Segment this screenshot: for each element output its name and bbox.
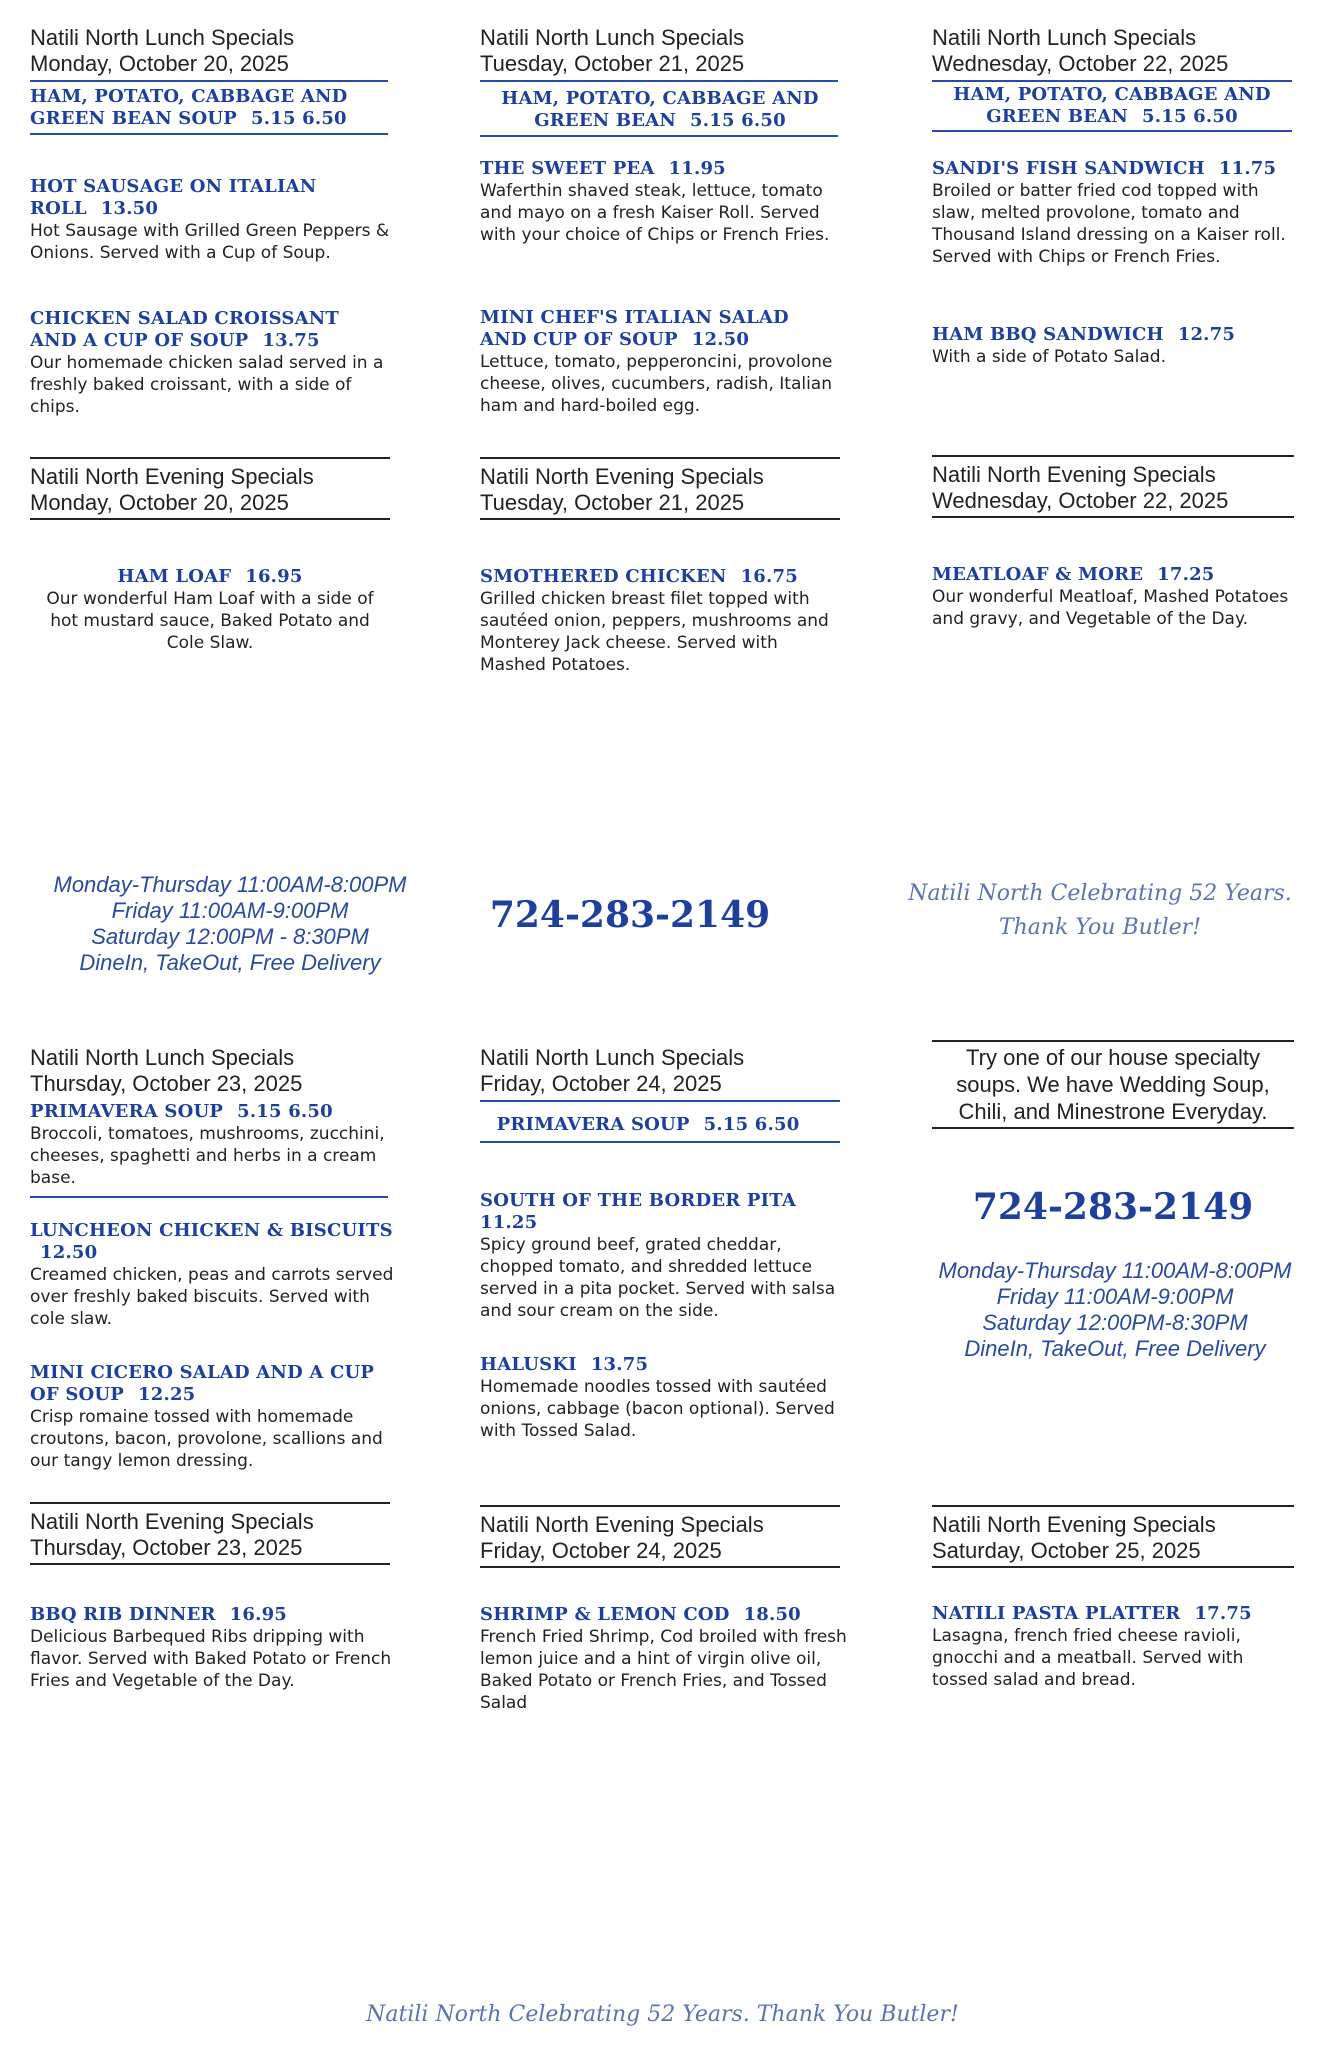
item-description: French Fried Shrimp, Cod broiled with fresh lemon juice and a hint of virgin olive oil, Baked Potato or French Fries, and Tossed Salad xyxy=(480,1627,847,1713)
divider xyxy=(480,457,840,459)
item-description: Waferthin shaved steak, lettuce, tomato and mayo on a fresh Kaiser Roll. Served with your choice of Chips or French Fries. xyxy=(480,181,830,245)
soup-price: 5.15 6.50 xyxy=(703,1114,800,1135)
evening-item xyxy=(30,1604,400,1692)
divider xyxy=(30,80,388,82)
soup-name-2: GREEN BEAN SOUP xyxy=(30,108,238,129)
menu-item xyxy=(480,158,840,246)
item-price: 11.95 xyxy=(668,158,726,179)
item-price: 17.25 xyxy=(1157,564,1215,585)
soup-item-fri xyxy=(480,1114,816,1136)
celebration-line: Thank You Butler! xyxy=(998,915,1202,940)
divider xyxy=(932,130,1292,132)
menu-item xyxy=(30,176,390,264)
evening-title-sat: Natili North Evening Specials xyxy=(932,1512,1216,1537)
divider xyxy=(932,516,1294,518)
item-name: MEATLOAF & MORE xyxy=(932,564,1144,585)
soup-price: 5.15 6.50 xyxy=(237,1101,333,1122)
divider xyxy=(30,518,390,520)
item-price: 12.50 xyxy=(691,329,750,350)
divider xyxy=(30,1502,390,1504)
item-name: SOUTH OF THE BORDER PITA xyxy=(480,1190,797,1211)
hours-line: Saturday 12:00PM - 8:30PM xyxy=(91,924,369,949)
hours-block xyxy=(20,872,440,976)
item-description: Hot Sausage with Grilled Green Peppers & Onions. Served with a Cup of Soup. xyxy=(30,221,390,263)
soup-item-mon xyxy=(30,86,390,130)
menu-item xyxy=(480,307,840,417)
item-description: Homemade noodles tossed with sautéed onions, cabbage (bacon optional). Served with Tossed Salad. xyxy=(480,1377,835,1441)
item-name-2: AND CUP OF SOUP xyxy=(480,329,678,350)
lunch-title-mon: Natili North Lunch Specials xyxy=(30,25,295,50)
evening-title-thu: Natili North Evening Specials xyxy=(30,1509,314,1534)
item-name-2: ROLL xyxy=(30,198,87,219)
item-name: THE SWEET PEA xyxy=(480,158,655,179)
hours-line: Monday-Thursday 11:00AM-8:00PM xyxy=(938,1258,1292,1283)
soup-price: 5.15 6.50 xyxy=(1142,106,1238,127)
divider xyxy=(30,1196,388,1198)
item-price: 11.25 xyxy=(480,1212,538,1233)
divider xyxy=(480,1141,840,1143)
lunch-title-tue: Natili North Lunch Specials xyxy=(480,25,745,50)
footer-celebration: Natili North Celebrating 52 Years. Thank You Butler! xyxy=(366,2002,959,2027)
soup-item-tue xyxy=(480,88,840,132)
evening-title-mon: Natili North Evening Specials xyxy=(30,464,314,489)
item-name: SANDI'S FISH SANDWICH xyxy=(932,158,1205,179)
item-name: MINI CICERO SALAD AND A CUP xyxy=(30,1362,375,1383)
divider xyxy=(480,135,838,137)
item-name: LUNCHEON CHICKEN & BISCUITS xyxy=(30,1220,393,1241)
lunch-title-thu: Natili North Lunch Specials xyxy=(30,1045,295,1070)
divider xyxy=(932,1505,1294,1507)
hours-line: Friday 11:00AM-9:00PM xyxy=(996,1284,1234,1309)
divider xyxy=(932,80,1292,82)
celebration-line: Natili North Celebrating 52 Years. xyxy=(908,881,1292,906)
item-name: MINI CHEF'S ITALIAN SALAD xyxy=(480,307,789,328)
evening-title-tue: Natili North Evening Specials xyxy=(480,464,764,489)
item-price: 11.75 xyxy=(1218,158,1277,179)
lunch-title-wed: Natili North Lunch Specials xyxy=(932,25,1197,50)
item-price: 13.50 xyxy=(100,198,159,219)
item-description: Our homemade chicken salad served in a freshly baked croissant, with a side of chips. xyxy=(30,353,384,417)
item-name: HAM BBQ SANDWICH xyxy=(932,324,1164,345)
hours-line: DineIn, TakeOut, Free Delivery xyxy=(79,950,381,975)
soup-name: PRIMAVERA SOUP xyxy=(30,1101,224,1122)
hours-line: Saturday 12:00PM-8:30PM xyxy=(982,1310,1248,1335)
menu-item xyxy=(932,324,1302,368)
item-name-2: AND A CUP OF SOUP xyxy=(30,330,249,351)
soup-name-2: GREEN BEAN xyxy=(534,110,677,131)
divider xyxy=(30,457,390,459)
item-name: HOT SAUSAGE ON ITALIAN xyxy=(30,176,317,197)
hours-block xyxy=(910,1258,1320,1362)
lunch-date-wed: Wednesday, October 22, 2025 xyxy=(932,51,1229,76)
item-price: 12.50 xyxy=(40,1242,98,1263)
soup-price: 5.15 6.50 xyxy=(251,108,347,129)
menu-item xyxy=(30,308,390,418)
soup-name: PRIMAVERA SOUP xyxy=(496,1114,690,1135)
menu-item xyxy=(480,1354,850,1442)
divider xyxy=(932,455,1294,457)
item-price: 16.95 xyxy=(229,1604,288,1625)
soup-name-2: GREEN BEAN xyxy=(986,106,1129,127)
soup-promo: Try one of our house specialty soups. We have Wedding Soup, Chili, and Minestrone Everyday. xyxy=(956,1045,1270,1124)
item-name: SHRIMP & LEMON COD xyxy=(480,1604,730,1625)
hours-line: Friday 11:00AM-9:00PM xyxy=(111,898,349,923)
divider xyxy=(30,1563,390,1565)
soup-item-thu xyxy=(30,1101,400,1189)
item-price: 12.75 xyxy=(1177,324,1236,345)
item-description: Delicious Barbequed Ribs dripping with flavor. Served with Baked Potato or French Fries and Vegetable of the Day. xyxy=(30,1627,392,1691)
item-price: 17.75 xyxy=(1194,1603,1252,1624)
soup-name: HAM, POTATO, CABBAGE AND xyxy=(953,84,1271,105)
evening-item xyxy=(30,566,390,654)
item-description: Our wonderful Meatloaf, Mashed Potatoes and gravy, and Vegetable of the Day. xyxy=(932,587,1289,629)
lunch-date-fri: Friday, October 24, 2025 xyxy=(480,1071,722,1096)
item-description: Broiled or batter fried cod topped with slaw, melted provolone, tomato and Thousand Island dressing on a Kaiser roll. Served with Chips or French Fries. xyxy=(932,181,1286,267)
phone-number[interactable]: 724-283-2149 xyxy=(489,894,771,936)
evening-item xyxy=(932,564,1302,630)
divider xyxy=(932,1040,1294,1042)
evening-title-fri: Natili North Evening Specials xyxy=(480,1512,764,1537)
divider xyxy=(932,1127,1294,1129)
hours-line: Monday-Thursday 11:00AM-8:00PM xyxy=(53,872,407,897)
item-price: 16.95 xyxy=(245,566,303,587)
menu-item xyxy=(480,1190,850,1322)
evening-date-sat: Saturday, October 25, 2025 xyxy=(932,1538,1201,1563)
celebration-note xyxy=(880,877,1320,945)
lunch-title-fri: Natili North Lunch Specials xyxy=(480,1045,745,1070)
evening-date-thu: Thursday, October 23, 2025 xyxy=(30,1535,303,1560)
soup-item-wed xyxy=(932,84,1292,128)
soup-description: Broccoli, tomatoes, mushrooms, zucchini, cheeses, spaghetti and herbs in a cream base. xyxy=(30,1124,385,1188)
item-description: Crisp romaine tossed with homemade croutons, bacon, provolone, scallions and our tangy lemon dressing. xyxy=(30,1407,383,1471)
evening-item xyxy=(932,1603,1302,1691)
hours-line: DineIn, TakeOut, Free Delivery xyxy=(964,1336,1266,1361)
evening-date-fri: Friday, October 24, 2025 xyxy=(480,1538,722,1563)
soup-price: 5.15 6.50 xyxy=(690,110,786,131)
item-name: CHICKEN SALAD CROISSANT xyxy=(30,308,340,329)
evening-date-wed: Wednesday, October 22, 2025 xyxy=(932,488,1229,513)
divider xyxy=(480,1505,840,1507)
item-name: NATILI PASTA PLATTER xyxy=(932,1603,1181,1624)
item-description: Our wonderful Ham Loaf with a side of hot mustard sauce, Baked Potato and Cole Slaw. xyxy=(46,589,374,653)
item-name: HALUSKI xyxy=(480,1354,577,1375)
evening-date-tue: Tuesday, October 21, 2025 xyxy=(480,490,745,515)
item-description: Creamed chicken, peas and carrots served over freshly baked biscuits. Served with cole slaw. xyxy=(30,1265,394,1329)
divider xyxy=(480,80,838,82)
menu-item xyxy=(30,1362,400,1472)
item-description: Grilled chicken breast filet topped with sautéed onion, peppers, mushrooms and Monterey Jack cheese. Served with Mashed Potatoes. xyxy=(480,589,829,675)
evening-title-wed: Natili North Evening Specials xyxy=(932,462,1216,487)
item-description: Spicy ground beef, grated cheddar, chopped tomato, and shredded lettuce served in a pita pocket. Served with salsa and sour cream on the side. xyxy=(480,1235,836,1321)
item-name: SMOTHERED CHICKEN xyxy=(480,566,727,587)
phone-number[interactable]: 724-283-2149 xyxy=(972,1186,1254,1228)
evening-item xyxy=(480,1604,850,1714)
divider xyxy=(480,1100,840,1102)
divider xyxy=(480,518,840,520)
item-price: 12.25 xyxy=(138,1384,196,1405)
item-price: 13.75 xyxy=(590,1354,649,1375)
item-name-2: OF SOUP xyxy=(30,1384,125,1405)
item-description: Lasagna, french fried cheese ravioli, gnocchi and a meatball. Served with tossed salad and bread. xyxy=(932,1626,1244,1690)
item-price: 16.75 xyxy=(740,566,798,587)
menu-item xyxy=(30,1220,400,1330)
divider xyxy=(932,1566,1294,1568)
divider xyxy=(30,133,388,135)
lunch-date-thu: Thursday, October 23, 2025 xyxy=(30,1071,303,1096)
soup-name: HAM, POTATO, CABBAGE AND xyxy=(501,88,819,109)
lunch-date-mon: Monday, October 20, 2025 xyxy=(30,51,289,76)
item-description: Lettuce, tomato, pepperoncini, provolone cheese, olives, cucumbers, radish, Italian ham and hard-boiled egg. xyxy=(480,352,833,416)
soup-name: HAM, POTATO, CABBAGE AND xyxy=(30,86,348,107)
item-price: 18.50 xyxy=(743,1604,801,1625)
lunch-date-tue: Tuesday, October 21, 2025 xyxy=(480,51,745,76)
item-description: With a side of Potato Salad. xyxy=(932,347,1166,367)
item-name: HAM LOAF xyxy=(117,566,232,587)
item-price: 13.75 xyxy=(262,330,320,351)
item-name: BBQ RIB DINNER xyxy=(30,1604,216,1625)
divider xyxy=(480,1566,840,1568)
evening-date-mon: Monday, October 20, 2025 xyxy=(30,490,289,515)
menu-item xyxy=(932,158,1302,268)
evening-item xyxy=(480,566,840,676)
